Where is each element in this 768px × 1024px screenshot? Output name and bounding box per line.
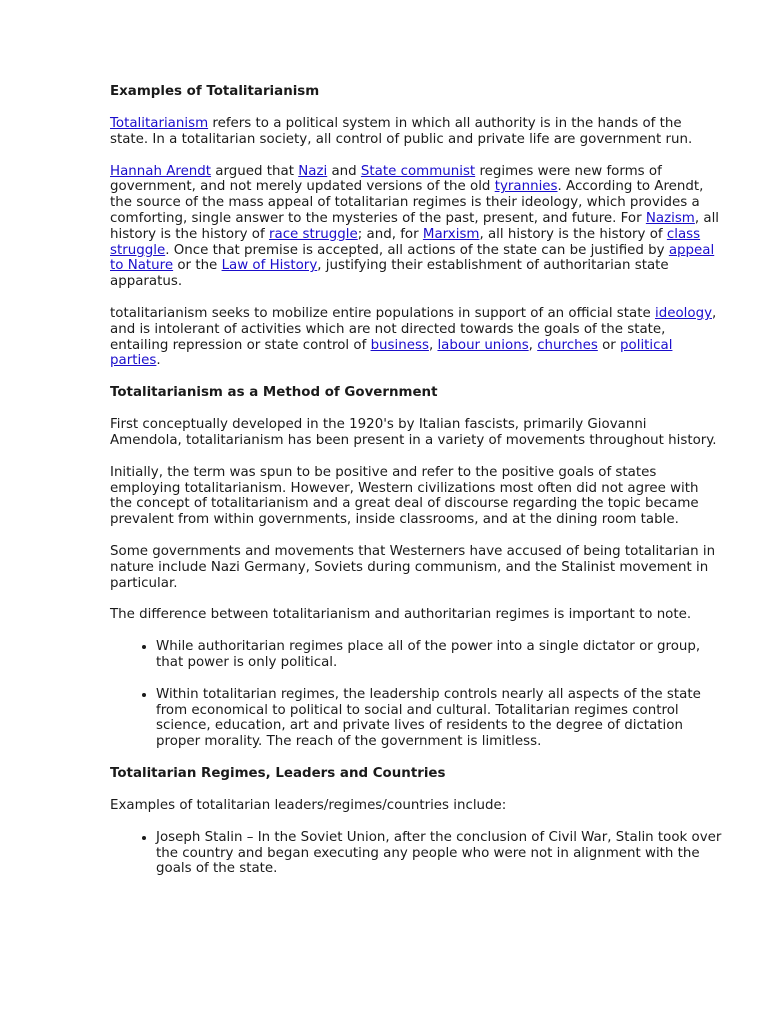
mobilize-paragraph: totalitarianism seeks to mobilize entire populations in support of an official state ideology, and is intolerant of activities which are not directed towards the goals of the state, entailing repression or state control of business, labour unions, churches or political parties. (110, 305, 717, 369)
section-heading-regimes: Totalitarian Regimes, Leaders and Countries (110, 765, 446, 781)
initially-paragraph: Initially, the term was spun to be positive and refer to the positive goals of states employing totalitarianism. However, Western civilizations most often did not agree with the concept of totalitarianism and a great deal of discourse regarding the topic became prevalent from within governments, inside classrooms, and at the dining room table. (110, 464, 699, 528)
leaders-list (110, 830, 722, 877)
link-law-of-history[interactable]: Law of History (221, 258, 318, 274)
document-page (110, 84, 722, 893)
link-business[interactable]: business (370, 337, 429, 353)
link-nazi[interactable]: Nazi (298, 163, 328, 179)
link-labour-unions[interactable]: labour unions (437, 337, 529, 353)
section-heading-method: Totalitarianism as a Method of Government (110, 385, 438, 401)
link-hannah-arendt[interactable]: Hannah Arendt (110, 163, 212, 179)
link-nazism[interactable]: Nazism (645, 210, 695, 226)
link-churches[interactable]: churches (537, 337, 598, 353)
list-item: • Within totalitarian regimes, the leadership controls nearly all aspects of the state from economical to political to social and cultural. Totalitarian regimes control science, education, art and private lives of residents to the degree of dictation proper morality. The reach of the government is limitless. (156, 687, 722, 750)
link-state-communist[interactable]: State communist (360, 163, 476, 179)
list-item: • While authoritarian regimes place all of the power into a single dictator or group, that power is only political. (156, 639, 722, 671)
link-political-parties[interactable]: political parties (110, 337, 673, 369)
link-totalitarianism[interactable]: Totalitarianism (110, 116, 209, 131)
link-marxism[interactable]: Marxism (422, 226, 480, 242)
governments-paragraph: Some governments and movements that Westerners have accused of being totalitarian in nature include Nazi Germany, Soviets during communism, and the Stalinist movement in particular. (110, 543, 716, 591)
link-appeal-to-nature[interactable]: appeal to Nature (110, 242, 715, 274)
arendt-paragraph: Hannah Arendt argued that Nazi and State communist regimes were new forms of government, and not merely updated versions of the old tyrannies. According to Arendt, the source of the mass appeal of totalitarian regimes is their ideology, which provides a comforting, single answer to the mysteries of the past, present, and future. For Nazism, all history is the history of race struggle; and, for Marxism, all history is the history of class struggle. Once that premise is accepted, all actions of the state can be justified by appeal to Nature or the Law of History, justifying their establishment of authoritarian state apparatus. (110, 163, 720, 290)
difference-list (110, 639, 722, 750)
link-class-struggle[interactable]: class struggle (110, 226, 701, 258)
section-heading-examples: Examples of Totalitarianism (110, 84, 320, 99)
link-tyrannies[interactable]: tyrannies (494, 179, 558, 195)
examples-paragraph: Examples of totalitarian leaders/regimes/countries include: (110, 797, 507, 813)
list-item: • Joseph Stalin – In the Soviet Union, after the conclusion of Civil War, Stalin took over the country and began executing any people who were not in alignment with the goals of the state. (156, 830, 722, 877)
link-ideology[interactable]: ideology (655, 305, 712, 321)
link-race-struggle[interactable]: race struggle (268, 226, 358, 242)
intro-paragraph: Totalitarianism refers to a political system in which all authority is in the hands of the state. In a totalitarian society, all control of public and private life are government run. (110, 116, 693, 147)
history-paragraph: First conceptually developed in the 1920's by Italian fascists, primarily Giovanni Amendola, totalitarianism has been present in a variety of movements throughout history. (110, 417, 717, 448)
difference-paragraph: The difference between totalitarianism and authoritarian regimes is important to note. (110, 607, 692, 623)
